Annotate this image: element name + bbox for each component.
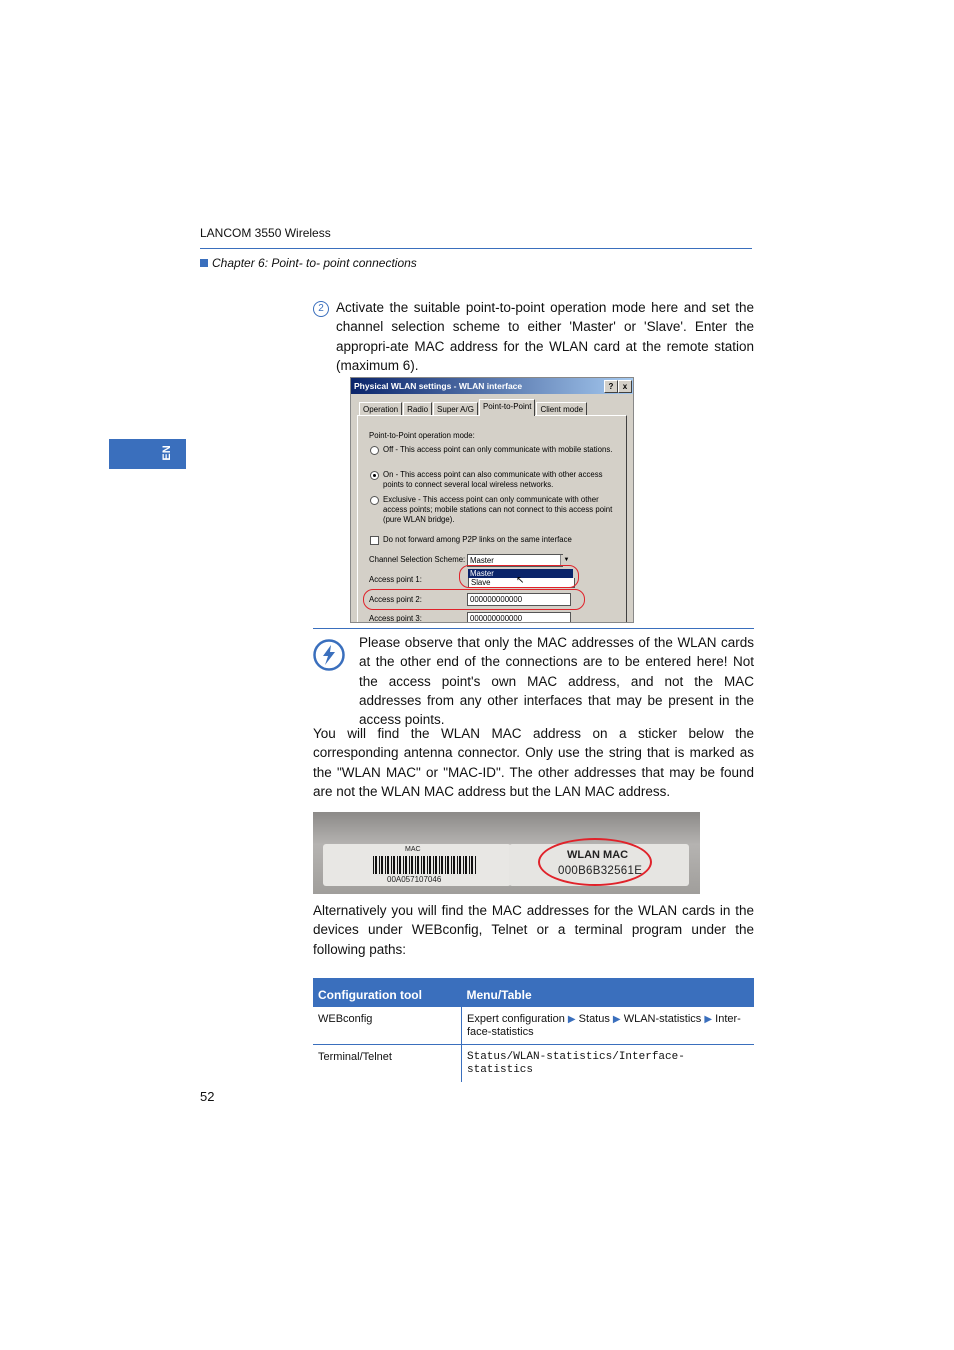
mac-sticker-photo [313, 812, 700, 894]
path-webconfig [462, 1007, 755, 1045]
tab-radio[interactable]: Radio [403, 402, 432, 416]
dropdown-option-master[interactable]: Master [468, 569, 573, 578]
wlan-mac-label: WLAN MAC [567, 849, 629, 861]
highlight-oval-dropdown [459, 565, 579, 588]
language-tab-label: EN [161, 445, 173, 461]
step-text: Activate the suitable point-to-point operation mode here and set the channel selection scheme to either 'Master' or 'Slave'. Enter the appropri-ate MAC address for the WLAN card at the remote station (maximum 6). [336, 300, 754, 373]
lightning-warning-icon [313, 639, 345, 671]
note-rule [313, 628, 754, 629]
header-rule [200, 248, 752, 249]
forward-checkbox-label: Do not forward among P2P links on the same interface [383, 535, 572, 544]
path-segment: Status [578, 1013, 610, 1025]
dialog-title-bar [351, 378, 633, 394]
tab-super-ag[interactable]: Super A/G [433, 402, 478, 416]
ap3-label: Access point 3: [369, 614, 422, 623]
dialog-tabs [359, 402, 588, 416]
table-header-row [313, 978, 754, 1007]
step-number: 2 [313, 301, 329, 317]
header-menu-table: Menu/Table [462, 978, 755, 1007]
ap3-input[interactable] [467, 612, 571, 623]
table-row [313, 1045, 754, 1083]
mac-label: MAC [405, 846, 421, 853]
table-row [313, 1007, 754, 1045]
radio-on-label: On - This access point can also communicate with other access points to connect several local wireless networks. [383, 470, 603, 489]
path-segment: WLAN-statistics [623, 1013, 702, 1025]
arrow-right-icon: ▶ [704, 1014, 713, 1025]
ap3-value: 000000000000 [470, 614, 523, 623]
sticker-paragraph: You will find the WLAN MAC address on a sticker below the corresponding antenna connector. Only use the string that is marked as the "WLAN MAC" or "MAC-ID". The other addresses that may be found are not the WLAN MAC address but the LAN MAC address. [313, 726, 754, 799]
help-button[interactable]: ? [604, 380, 618, 393]
tool-telnet: Terminal/Telnet [313, 1045, 462, 1083]
channel-scheme-label: Channel Selection Scheme: [369, 555, 466, 564]
forward-checkbox[interactable] [370, 536, 379, 545]
highlight-oval-wlan-mac [538, 838, 652, 886]
dialog-title: Physical WLAN settings - WLAN interface [354, 381, 523, 391]
tab-operation[interactable]: Operation [359, 402, 402, 416]
chapter-title: Chapter 6: Point- to- point connections [212, 256, 417, 270]
radio-exclusive-label: Exclusive - This access point can only communicate with other access points; mobile stations can not connect to this access point (pure WLAN bridge). [383, 495, 613, 524]
ap2-value: 000000000000 [470, 595, 523, 604]
note-text: Please observe that only the MAC addresses of the WLAN cards at the other end of the connections are to be entered here! Not the access point's own MAC address, and not the MAC addresses from any other interfaces that may be present in the access points. [359, 635, 754, 728]
path-segment: Expert configuration [467, 1013, 565, 1025]
paths-paragraph: Alternatively you will find the MAC addresses for the WLAN cards in the devices under WEBconfig, Telnet or a terminal program under the following paths: [313, 903, 754, 957]
group-label: Point-to-Point operation mode: [369, 431, 475, 440]
tab-client-mode[interactable]: Client mode [536, 402, 587, 416]
dropdown-option-slave[interactable]: Slave [468, 578, 575, 588]
path-segment: Inter-face-statistics [467, 1013, 741, 1038]
channel-scheme-value: Master [470, 556, 494, 565]
language-tab [109, 439, 186, 469]
arrow-right-icon: ▶ [567, 1014, 576, 1025]
ap1-label: Access point 1: [369, 575, 422, 584]
mouse-cursor-icon: ↖ [516, 575, 525, 586]
tab-point-to-point[interactable]: Point-to-Point [479, 399, 535, 416]
radio-exclusive[interactable] [370, 496, 379, 505]
barcode [373, 856, 477, 874]
arrow-right-icon: ▶ [612, 1014, 621, 1025]
config-paths-table [313, 978, 754, 1082]
radio-off[interactable] [370, 446, 379, 455]
wlan-settings-dialog [350, 377, 634, 623]
close-button[interactable]: x [618, 380, 632, 393]
path-telnet: Status/WLAN-statistics/Interface-statistics [467, 1051, 685, 1076]
highlight-oval-ap2 [363, 589, 585, 610]
square-bullet-icon [200, 259, 208, 267]
mac-value: 00A057107046 [387, 875, 442, 884]
radio-on[interactable] [370, 471, 379, 480]
ap2-label: Access point 2: [369, 595, 422, 604]
lan-mac-sticker [323, 844, 511, 886]
page-number: 52 [200, 1089, 215, 1104]
wlan-mac-value: 000B6B32561E [558, 865, 643, 877]
chapter-heading [200, 256, 417, 270]
tool-webconfig: WEBconfig [313, 1007, 462, 1045]
header-config-tool: Configuration tool [313, 978, 462, 1007]
running-header: LANCOM 3550 Wireless [200, 226, 331, 240]
chevron-down-icon[interactable]: ▼ [560, 555, 572, 566]
radio-off-label: Off - This access point can only communicate with mobile stations. [383, 445, 613, 454]
